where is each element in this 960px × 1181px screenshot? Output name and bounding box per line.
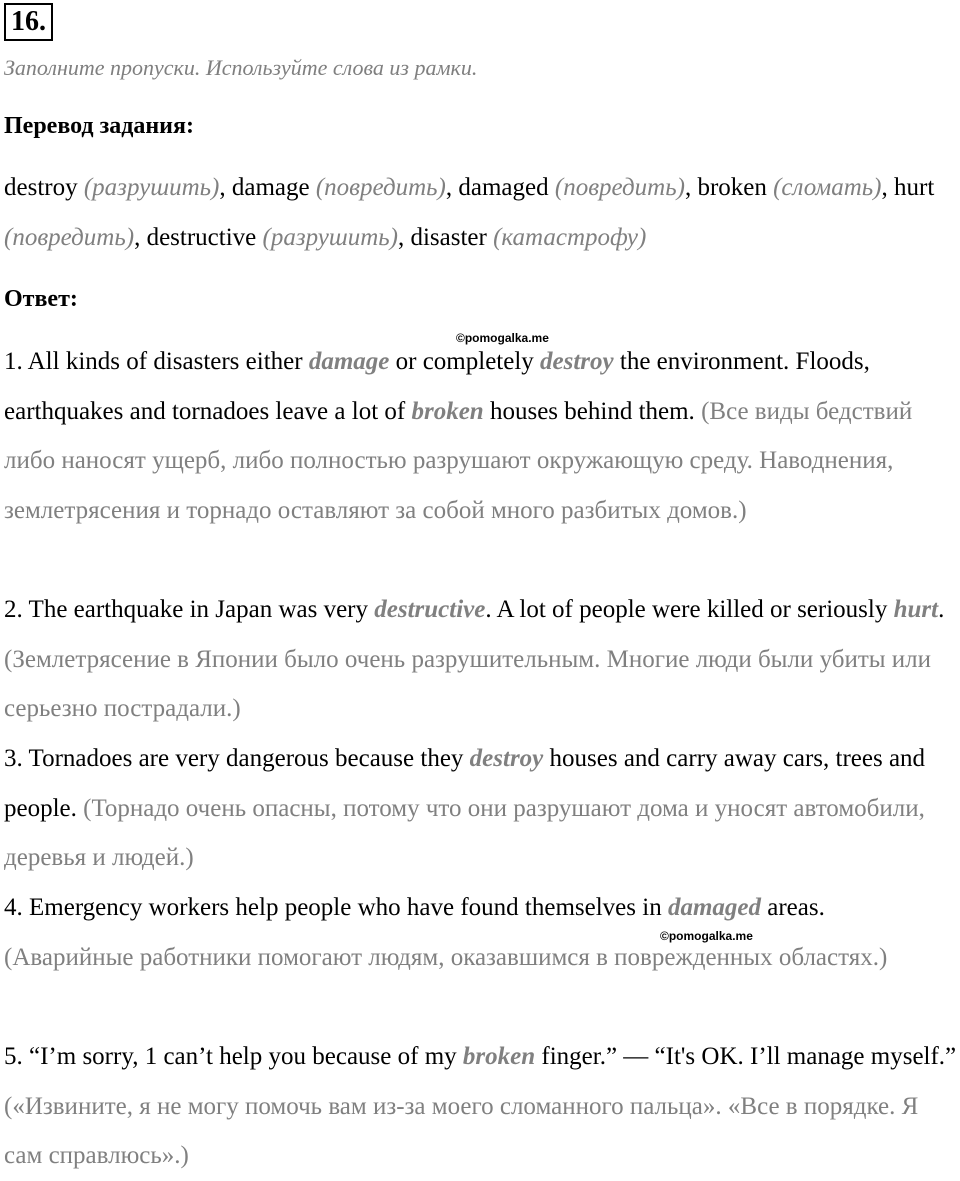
- answer-word: destructive: [374, 596, 486, 623]
- answer-word: broken: [462, 1043, 536, 1070]
- word-item: [147, 224, 411, 251]
- sentence-text: 3. Tornadoes are very dangerous because they: [4, 745, 470, 772]
- word-item: [410, 224, 646, 251]
- translation-text: («Извините, я не могу помочь вам из-за моего сломанного пальца». «Все в порядке. Я сам справлюсь».): [4, 1092, 919, 1170]
- answer-word: destroy: [540, 348, 614, 375]
- word-sep: ,: [684, 174, 698, 201]
- translation-heading: Перевод задания:: [4, 113, 194, 139]
- answer-word: destroy: [469, 745, 544, 772]
- word-en: destroy: [4, 174, 78, 201]
- answer-word: damaged: [667, 894, 761, 921]
- translation-text: (Все виды бедствий либо наносят ущерб, либо полностью разрушают окружающую среду. Наводнения, землетрясения и торнадо оставляют за собой много разбитых домов.): [4, 397, 913, 524]
- word-en: damage: [231, 174, 310, 201]
- sentence-text: 5. “I’m sorry, 1 can’t help you because of my: [4, 1043, 463, 1070]
- answer-3: [4, 734, 960, 883]
- sentence-text: 4. Emergency workers help people who have found themselves in: [4, 894, 668, 921]
- answer-2: [4, 585, 960, 734]
- word-list: [4, 163, 960, 262]
- word-item: [458, 174, 697, 201]
- answer-word: damage: [308, 348, 390, 375]
- word-en: destructive: [146, 223, 257, 251]
- sentence-text: the environment. Floods, earthquakes and tornadoes leave a lot of: [4, 348, 870, 425]
- watermark: ©pomogalka.me: [660, 929, 753, 943]
- sentence-text: finger.” — “It's OK. I’ll manage myself.”: [535, 1043, 957, 1070]
- answer-word: broken: [411, 397, 484, 425]
- sentence-text: areas.: [761, 894, 825, 921]
- word-item: [697, 174, 894, 201]
- word-item: [232, 174, 459, 201]
- watermark: ©pomogalka.me: [456, 331, 549, 345]
- answer-4: [4, 883, 960, 982]
- word-en: broken: [697, 174, 767, 201]
- word-ru: (сломать): [773, 174, 882, 201]
- word-ru: (катастрофу): [493, 223, 647, 251]
- word-en: disaster: [410, 223, 487, 251]
- answer-word: hurt: [893, 596, 939, 623]
- word-sep: ,: [397, 223, 411, 251]
- word-item: [4, 174, 232, 201]
- word-ru: (повредить): [4, 223, 135, 251]
- word-ru: (разрушить): [262, 223, 398, 251]
- translation-text: (Торнадо очень опасны, потому что они разрушают дома и уносят автомобили, деревья и людей.): [4, 794, 925, 872]
- task-number: 16.: [4, 3, 53, 41]
- answer-5: [4, 1032, 960, 1181]
- sentence-text: or completely: [389, 348, 541, 375]
- sentence-text: . A lot of people were killed or seriously: [485, 596, 894, 623]
- word-ru: (повредить): [554, 174, 685, 201]
- word-en: damaged: [458, 174, 549, 201]
- word-en: hurt: [894, 174, 935, 201]
- word-sep: ,: [881, 174, 894, 201]
- word-ru: (повредить): [315, 174, 446, 201]
- word-sep: ,: [219, 174, 232, 201]
- translation-text: (Аварийные работники помогают людям, оказавшимся в поврежденных областях.): [4, 943, 888, 971]
- answer-heading: Ответ:: [4, 286, 78, 312]
- task-instruction: Заполните пропуски. Используйте слова из рамки.: [4, 55, 478, 80]
- word-sep: ,: [445, 174, 459, 201]
- sentence-text: .: [938, 596, 945, 623]
- sentence-text: houses behind them.: [483, 397, 702, 425]
- word-sep: ,: [134, 223, 147, 251]
- sentence-text: 1. All kinds of disasters either: [4, 348, 309, 375]
- sentence-text: houses and carry away cars, trees and people.: [4, 745, 926, 822]
- sentence-text: 2. The earthquake in Japan was very: [4, 596, 375, 623]
- translation-text: (Землетрясение в Японии было очень разрушительным. Многие люди были убиты или серьезно пострадали.): [4, 645, 932, 723]
- answer-1: [4, 337, 960, 535]
- word-ru: (разрушить): [83, 174, 220, 201]
